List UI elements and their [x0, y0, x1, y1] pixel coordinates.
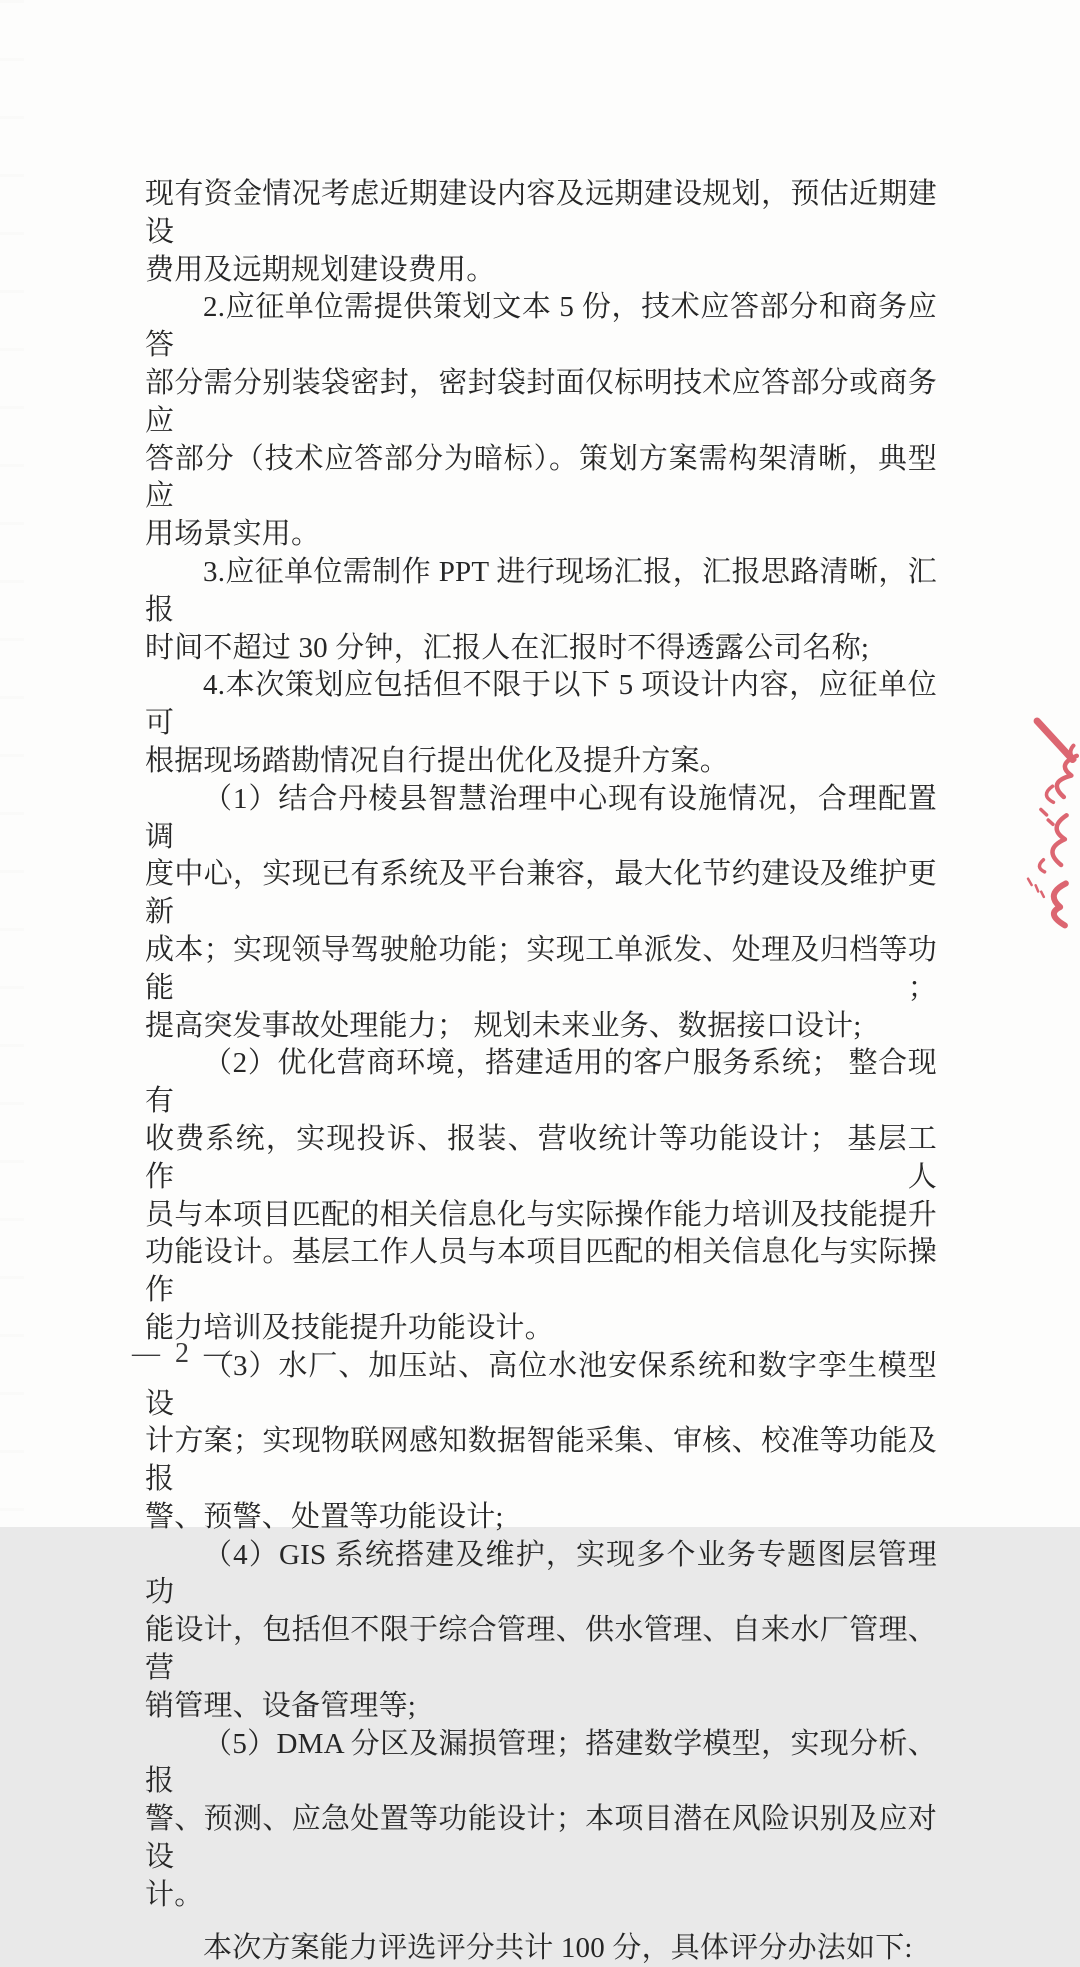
text-line: 能设计，包括但不限于综合管理、供水管理、自来水厂管理、营	[145, 1614, 937, 1685]
scan-noise-texture	[0, 0, 24, 1527]
text-line: （3）水厂、加压站、高位水池安保系统和数字孪生模型设	[145, 1349, 937, 1420]
red-ink-annotation-mark	[1016, 714, 1080, 932]
text-line: 功能设计。基层工作人员与本项目匹配的相关信息化与实际操作	[145, 1236, 937, 1307]
text-line: 本次方案能力评选评分共计 100 分，具体评分办法如下:	[203, 1931, 913, 1964]
text-line: 计。	[145, 1878, 204, 1911]
text-line: 3.应征单位需制作 PPT 进行现场汇报，汇报思路清晰，汇报	[145, 555, 937, 626]
text-line: （2）优化营商环境，搭建适用的客户服务系统； 整合现有	[145, 1047, 937, 1118]
text-line: 费用及远期规划建设费用。	[145, 253, 496, 286]
text-line: 收费系统，实现投诉、报装、营收统计等功能设计； 基层工作人	[145, 1122, 937, 1193]
text-line: 部分需分别装袋密封，密封袋封面仅标明技术应答部分或商务应	[145, 366, 937, 437]
text-line: 警、预测、应急处置等功能设计；本项目潜在风险识别及应对设	[145, 1803, 937, 1874]
text-line: 能力培训及技能提升功能设计。	[145, 1311, 554, 1344]
text-line: 2.应征单位需提供策划文本 5 份，技术应答部分和商务应答	[145, 291, 937, 362]
text-line: 现有资金情况考虑近期建设内容及远期建设规划，预估近期建设	[145, 178, 937, 248]
text-line: 成本；实现领导驾驶舱功能；实现工单派发、处理及归档等功能；	[145, 933, 937, 1004]
text-line: 用场景实用。	[145, 518, 321, 551]
text-line: （5）DMA 分区及漏损管理；搭建数学模型，实现分析、报	[145, 1727, 937, 1798]
text-line: 提高突发事故处理能力； 规划未来业务、数据接口设计;	[145, 1009, 862, 1042]
text-line: 警、预警、处置等功能设计;	[145, 1500, 504, 1533]
text-line: 计方案；实现物联网感知数据智能采集、审核、校准等功能及报	[145, 1425, 937, 1496]
text-line: （4）GIS 系统搭建及维护，实现多个业务专题图层管理功	[145, 1538, 937, 1609]
text-line: 根据现场踏勘情况自行提出优化及提升方案。	[145, 744, 730, 777]
text-line: 销管理、设备管理等;	[145, 1689, 417, 1722]
document-body-text	[145, 176, 937, 1967]
text-line: 员与本项目匹配的相关信息化与实际操作能力培训及技能提升	[145, 1198, 937, 1231]
text-line: （1）结合丹棱县智慧治理中心现有设施情况，合理配置调	[145, 782, 937, 853]
text-line: 4.本次策划应包括但不限于以下 5 项设计内容，应征单位可	[145, 669, 937, 740]
page-number: — 2 —	[132, 1338, 236, 1369]
text-line: 答部分（技术应答部分为暗标）。策划方案需构架清晰，典型应	[145, 442, 937, 513]
text-line: 度中心，实现已有系统及平台兼容，最大化节约建设及维护更新	[145, 858, 937, 929]
text-line: 时间不超过 30 分钟，汇报人在汇报时不得透露公司名称;	[145, 631, 870, 664]
